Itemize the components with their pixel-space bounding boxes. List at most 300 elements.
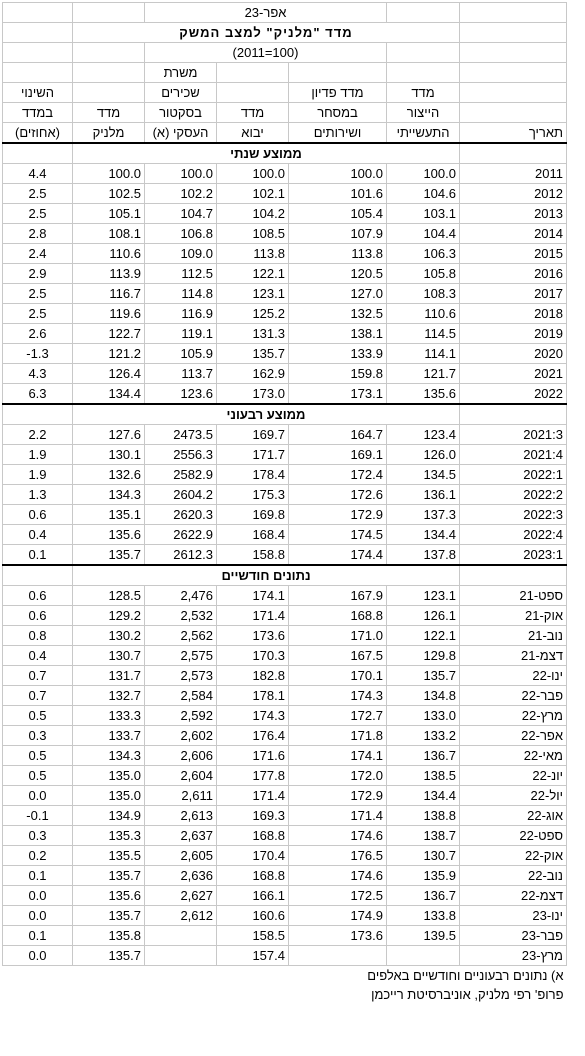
table-cell[interactable]: 108.3: [387, 284, 460, 304]
table-cell[interactable]: 133.9: [289, 344, 387, 364]
table-cell[interactable]: דצמ-21: [460, 646, 567, 666]
column-header[interactable]: יבוא: [217, 123, 289, 144]
table-cell[interactable]: 172.9: [289, 786, 387, 806]
table-cell[interactable]: 101.6: [289, 184, 387, 204]
table-cell[interactable]: 135.1: [73, 505, 145, 525]
cell[interactable]: [460, 565, 567, 586]
table-cell[interactable]: 135.7: [73, 866, 145, 886]
table-cell[interactable]: 136.1: [387, 485, 460, 505]
table-cell[interactable]: 174.1: [289, 746, 387, 766]
table-cell[interactable]: 0.7: [3, 666, 73, 686]
footnote[interactable]: פרופ' רפי מלניק, אוניברסיטת רייכמן: [371, 987, 564, 1002]
cell[interactable]: [73, 3, 145, 23]
table-cell[interactable]: 135.3: [73, 826, 145, 846]
table-cell[interactable]: 168.4: [217, 525, 289, 545]
table-cell[interactable]: 168.8: [217, 826, 289, 846]
table-cell[interactable]: 135.5: [73, 846, 145, 866]
table-cell[interactable]: 102.2: [145, 184, 217, 204]
table-cell[interactable]: 0.6: [3, 606, 73, 626]
table-cell[interactable]: 168.8: [217, 866, 289, 886]
table-cell[interactable]: 132.7: [73, 686, 145, 706]
table-cell[interactable]: 173.1: [289, 384, 387, 405]
table-cell[interactable]: 2,613: [145, 806, 217, 826]
table-cell[interactable]: 104.6: [387, 184, 460, 204]
column-header[interactable]: מדד פדיון: [289, 83, 387, 103]
table-cell[interactable]: 133.2: [387, 726, 460, 746]
table-cell[interactable]: 129.8: [387, 646, 460, 666]
table-cell[interactable]: 0.4: [3, 525, 73, 545]
column-header[interactable]: תאריך: [460, 123, 567, 144]
table-cell[interactable]: ינו-23: [460, 906, 567, 926]
table-cell[interactable]: 2022:4: [460, 525, 567, 545]
table-cell[interactable]: יול-22: [460, 786, 567, 806]
table-cell[interactable]: 2016: [460, 264, 567, 284]
column-header[interactable]: התעשייתי: [387, 123, 460, 144]
cell[interactable]: [3, 43, 73, 63]
table-cell[interactable]: 169.8: [217, 505, 289, 525]
table-cell[interactable]: 174.3: [217, 706, 289, 726]
table-cell[interactable]: 2022:2: [460, 485, 567, 505]
table-cell[interactable]: 130.7: [73, 646, 145, 666]
table-cell[interactable]: פבר-22: [460, 686, 567, 706]
cell[interactable]: [3, 143, 73, 164]
table-cell[interactable]: 182.8: [217, 666, 289, 686]
table-cell[interactable]: 110.6: [73, 244, 145, 264]
table-cell[interactable]: 171.4: [289, 806, 387, 826]
table-cell[interactable]: 121.7: [387, 364, 460, 384]
table-cell[interactable]: ינו-22: [460, 666, 567, 686]
table-cell[interactable]: 0.7: [3, 686, 73, 706]
table-cell[interactable]: 169.3: [217, 806, 289, 826]
table-cell[interactable]: 2556.3: [145, 445, 217, 465]
table-cell[interactable]: 172.0: [289, 766, 387, 786]
cell[interactable]: [460, 63, 567, 83]
table-cell[interactable]: נוב-22: [460, 866, 567, 886]
table-cell[interactable]: 0.3: [3, 726, 73, 746]
column-header[interactable]: מדד: [387, 83, 460, 103]
table-cell[interactable]: 123.1: [217, 284, 289, 304]
cell[interactable]: [3, 23, 73, 43]
table-cell[interactable]: 138.1: [289, 324, 387, 344]
section-title[interactable]: ממוצע רבעוני: [73, 404, 460, 425]
table-cell[interactable]: 174.6: [289, 866, 387, 886]
table-cell[interactable]: 171.8: [289, 726, 387, 746]
table-cell[interactable]: 0.5: [3, 746, 73, 766]
column-header[interactable]: במסחר: [289, 103, 387, 123]
table-cell[interactable]: אוק-22: [460, 846, 567, 866]
table-cell[interactable]: 113.8: [217, 244, 289, 264]
table-cell[interactable]: 167.9: [289, 586, 387, 606]
table-cell[interactable]: 171.4: [217, 606, 289, 626]
table-cell[interactable]: 2,604: [145, 766, 217, 786]
table-cell[interactable]: [289, 946, 387, 966]
page-title[interactable]: מדד "מלניק" למצב המשק: [73, 23, 460, 43]
cell[interactable]: [460, 103, 567, 123]
table-cell[interactable]: 166.1: [217, 886, 289, 906]
table-cell[interactable]: 129.2: [73, 606, 145, 626]
table-cell[interactable]: 158.8: [217, 545, 289, 566]
table-cell[interactable]: 113.9: [73, 264, 145, 284]
table-cell[interactable]: 123.6: [145, 384, 217, 405]
table-cell[interactable]: 173.6: [217, 626, 289, 646]
table-cell[interactable]: 119.6: [73, 304, 145, 324]
column-header[interactable]: (אחוזים): [3, 123, 73, 144]
table-cell[interactable]: 2015: [460, 244, 567, 264]
table-cell[interactable]: 123.1: [387, 586, 460, 606]
table-cell[interactable]: 135.7: [73, 906, 145, 926]
table-cell[interactable]: 114.8: [145, 284, 217, 304]
table-cell[interactable]: 100.0: [73, 164, 145, 184]
table-cell[interactable]: 2.4: [3, 244, 73, 264]
table-cell[interactable]: 173.0: [217, 384, 289, 405]
table-cell[interactable]: 2473.5: [145, 425, 217, 445]
table-cell[interactable]: 6.3: [3, 384, 73, 405]
cell[interactable]: [289, 63, 387, 83]
column-header[interactable]: השינוי: [3, 83, 73, 103]
cell[interactable]: [460, 43, 567, 63]
table-cell[interactable]: 134.4: [73, 384, 145, 405]
table-cell[interactable]: 2021:4: [460, 445, 567, 465]
table-cell[interactable]: 112.5: [145, 264, 217, 284]
table-cell[interactable]: 0.8: [3, 626, 73, 646]
table-cell[interactable]: 134.5: [387, 465, 460, 485]
table-cell[interactable]: 135.0: [73, 786, 145, 806]
table-cell[interactable]: מרץ-22: [460, 706, 567, 726]
table-cell[interactable]: 176.5: [289, 846, 387, 866]
table-cell[interactable]: 102.5: [73, 184, 145, 204]
table-cell[interactable]: 0.6: [3, 505, 73, 525]
table-cell[interactable]: 170.4: [217, 846, 289, 866]
table-cell[interactable]: 134.8: [387, 686, 460, 706]
table-cell[interactable]: 2,575: [145, 646, 217, 666]
table-cell[interactable]: 105.4: [289, 204, 387, 224]
table-cell[interactable]: 138.5: [387, 766, 460, 786]
table-cell[interactable]: 171.6: [217, 746, 289, 766]
table-cell[interactable]: 135.0: [73, 766, 145, 786]
column-header[interactable]: הייצור: [387, 103, 460, 123]
table-cell[interactable]: 2,592: [145, 706, 217, 726]
table-cell[interactable]: 2017: [460, 284, 567, 304]
table-cell[interactable]: 167.5: [289, 646, 387, 666]
table-cell[interactable]: 168.8: [289, 606, 387, 626]
table-cell[interactable]: 113.7: [145, 364, 217, 384]
table-cell[interactable]: 174.3: [289, 686, 387, 706]
table-cell[interactable]: 4.4: [3, 164, 73, 184]
table-cell[interactable]: 173.6: [289, 926, 387, 946]
table-cell[interactable]: 2622.9: [145, 525, 217, 545]
table-cell[interactable]: 0.0: [3, 946, 73, 966]
table-cell[interactable]: 134.4: [387, 525, 460, 545]
table-cell[interactable]: 127.0: [289, 284, 387, 304]
table-cell[interactable]: 102.1: [217, 184, 289, 204]
table-cell[interactable]: 171.7: [217, 445, 289, 465]
table-cell[interactable]: 170.3: [217, 646, 289, 666]
table-cell[interactable]: 2011: [460, 164, 567, 184]
table-cell[interactable]: 125.2: [217, 304, 289, 324]
table-cell[interactable]: 135.8: [73, 926, 145, 946]
table-cell[interactable]: 2,476: [145, 586, 217, 606]
table-cell[interactable]: נוב-21: [460, 626, 567, 646]
table-cell[interactable]: 135.7: [387, 666, 460, 686]
table-cell[interactable]: 1.9: [3, 445, 73, 465]
cell[interactable]: [3, 3, 73, 23]
table-cell[interactable]: 126.1: [387, 606, 460, 626]
table-cell[interactable]: 2,637: [145, 826, 217, 846]
table-cell[interactable]: 135.6: [73, 525, 145, 545]
cell[interactable]: [387, 43, 460, 63]
table-cell[interactable]: 2.6: [3, 324, 73, 344]
table-cell[interactable]: 174.5: [289, 525, 387, 545]
footnote[interactable]: א) נתונים רבעוניים וחודשיים באלפים: [367, 968, 564, 983]
table-cell[interactable]: 104.2: [217, 204, 289, 224]
table-cell[interactable]: 133.8: [387, 906, 460, 926]
column-header[interactable]: משרת: [145, 63, 217, 83]
table-cell[interactable]: 174.9: [289, 906, 387, 926]
table-cell[interactable]: 2022:3: [460, 505, 567, 525]
table-cell[interactable]: 130.1: [73, 445, 145, 465]
table-cell[interactable]: [387, 946, 460, 966]
table-cell[interactable]: 2.5: [3, 284, 73, 304]
section-title[interactable]: ממוצע שנתי: [73, 143, 460, 164]
table-cell[interactable]: פבר-23: [460, 926, 567, 946]
table-cell[interactable]: 116.7: [73, 284, 145, 304]
table-cell[interactable]: 157.4: [217, 946, 289, 966]
table-cell[interactable]: 1.3: [3, 485, 73, 505]
table-cell[interactable]: 171.0: [289, 626, 387, 646]
table-cell[interactable]: 123.4: [387, 425, 460, 445]
table-cell[interactable]: 104.7: [145, 204, 217, 224]
table-cell[interactable]: 2022: [460, 384, 567, 405]
table-cell[interactable]: 2014: [460, 224, 567, 244]
table-cell[interactable]: 130.2: [73, 626, 145, 646]
table-cell[interactable]: 2,627: [145, 886, 217, 906]
table-cell[interactable]: 100.0: [387, 164, 460, 184]
table-cell[interactable]: 1.9: [3, 465, 73, 485]
table-cell[interactable]: 131.7: [73, 666, 145, 686]
table-cell[interactable]: 100.0: [145, 164, 217, 184]
cell[interactable]: [460, 83, 567, 103]
table-cell[interactable]: 174.6: [289, 826, 387, 846]
table-cell[interactable]: 109.0: [145, 244, 217, 264]
table-cell[interactable]: 0.6: [3, 586, 73, 606]
table-cell[interactable]: 0.4: [3, 646, 73, 666]
table-cell[interactable]: אוג-22: [460, 806, 567, 826]
table-cell[interactable]: דצמ-22: [460, 886, 567, 906]
table-cell[interactable]: 2.2: [3, 425, 73, 445]
table-cell[interactable]: 134.4: [387, 786, 460, 806]
table-cell[interactable]: 169.1: [289, 445, 387, 465]
table-cell[interactable]: מרץ-23: [460, 946, 567, 966]
table-cell[interactable]: 0.0: [3, 886, 73, 906]
table-cell[interactable]: 2.8: [3, 224, 73, 244]
table-cell[interactable]: 160.6: [217, 906, 289, 926]
table-cell[interactable]: 139.5: [387, 926, 460, 946]
table-cell[interactable]: 122.1: [217, 264, 289, 284]
table-cell[interactable]: 103.1: [387, 204, 460, 224]
cell[interactable]: [73, 43, 145, 63]
table-cell[interactable]: 172.4: [289, 465, 387, 485]
table-cell[interactable]: 107.9: [289, 224, 387, 244]
cell[interactable]: [217, 83, 289, 103]
table-cell[interactable]: 122.7: [73, 324, 145, 344]
table-cell[interactable]: 128.5: [73, 586, 145, 606]
table-cell[interactable]: 105.8: [387, 264, 460, 284]
table-cell[interactable]: 176.4: [217, 726, 289, 746]
cell[interactable]: [460, 143, 567, 164]
cell[interactable]: [3, 63, 73, 83]
table-cell[interactable]: 2,584: [145, 686, 217, 706]
table-cell[interactable]: 172.7: [289, 706, 387, 726]
table-cell[interactable]: 2,605: [145, 846, 217, 866]
table-cell[interactable]: 2.5: [3, 304, 73, 324]
table-cell[interactable]: 2,612: [145, 906, 217, 926]
table-cell[interactable]: 135.7: [73, 545, 145, 566]
table-cell[interactable]: 127.6: [73, 425, 145, 445]
table-cell[interactable]: ספט-21: [460, 586, 567, 606]
cell[interactable]: [387, 63, 460, 83]
cell[interactable]: [460, 3, 567, 23]
table-cell[interactable]: ספט-22: [460, 826, 567, 846]
table-cell[interactable]: 133.3: [73, 706, 145, 726]
table-cell[interactable]: 133.7: [73, 726, 145, 746]
table-cell[interactable]: 2018: [460, 304, 567, 324]
table-cell[interactable]: 135.6: [387, 384, 460, 405]
table-cell[interactable]: 108.5: [217, 224, 289, 244]
table-cell[interactable]: 2022:1: [460, 465, 567, 485]
column-header[interactable]: שכירים: [145, 83, 217, 103]
table-cell[interactable]: 174.1: [217, 586, 289, 606]
column-header[interactable]: בסקטור: [145, 103, 217, 123]
table-cell[interactable]: 158.5: [217, 926, 289, 946]
cell[interactable]: [3, 565, 73, 586]
table-cell[interactable]: 162.9: [217, 364, 289, 384]
table-cell[interactable]: 0.0: [3, 786, 73, 806]
table-cell[interactable]: 105.1: [73, 204, 145, 224]
cell[interactable]: [460, 23, 567, 43]
table-cell[interactable]: 106.8: [145, 224, 217, 244]
table-cell[interactable]: 2.5: [3, 204, 73, 224]
table-cell[interactable]: 0.5: [3, 766, 73, 786]
table-cell[interactable]: 2023:1: [460, 545, 567, 566]
table-cell[interactable]: 135.7: [73, 946, 145, 966]
table-cell[interactable]: 130.7: [387, 846, 460, 866]
table-cell[interactable]: 116.9: [145, 304, 217, 324]
table-cell[interactable]: 4.3: [3, 364, 73, 384]
table-cell[interactable]: 2019: [460, 324, 567, 344]
table-cell[interactable]: 2,606: [145, 746, 217, 766]
table-cell[interactable]: 113.8: [289, 244, 387, 264]
table-cell[interactable]: 110.6: [387, 304, 460, 324]
table-cell[interactable]: 134.9: [73, 806, 145, 826]
section-title[interactable]: נתונים חודשיים: [73, 565, 460, 586]
table-cell[interactable]: [145, 926, 217, 946]
table-cell[interactable]: 122.1: [387, 626, 460, 646]
table-cell[interactable]: 126.4: [73, 364, 145, 384]
table-cell[interactable]: -1.3: [3, 344, 73, 364]
date-label[interactable]: אפר-23: [145, 3, 387, 23]
table-cell[interactable]: 132.5: [289, 304, 387, 324]
table-cell[interactable]: 2,532: [145, 606, 217, 626]
table-cell[interactable]: 114.5: [387, 324, 460, 344]
table-cell[interactable]: 2604.2: [145, 485, 217, 505]
table-cell[interactable]: 2582.9: [145, 465, 217, 485]
cell[interactable]: [73, 63, 145, 83]
table-cell[interactable]: 169.7: [217, 425, 289, 445]
column-header[interactable]: מדד: [73, 103, 145, 123]
table-cell[interactable]: 178.4: [217, 465, 289, 485]
table-cell[interactable]: 121.2: [73, 344, 145, 364]
cell[interactable]: [460, 404, 567, 425]
table-cell[interactable]: 2,602: [145, 726, 217, 746]
table-cell[interactable]: 2612.3: [145, 545, 217, 566]
column-header[interactable]: העסקי (א): [145, 123, 217, 144]
table-cell[interactable]: 131.3: [217, 324, 289, 344]
base-note[interactable]: (2011=100): [145, 43, 387, 63]
table-cell[interactable]: 132.6: [73, 465, 145, 485]
table-cell[interactable]: 2021:3: [460, 425, 567, 445]
table-cell[interactable]: 126.0: [387, 445, 460, 465]
table-cell[interactable]: 2,573: [145, 666, 217, 686]
table-cell[interactable]: 114.1: [387, 344, 460, 364]
column-header[interactable]: מדד: [217, 103, 289, 123]
table-cell[interactable]: 136.7: [387, 886, 460, 906]
table-cell[interactable]: 100.0: [289, 164, 387, 184]
table-cell[interactable]: 171.4: [217, 786, 289, 806]
table-cell[interactable]: 135.9: [387, 866, 460, 886]
column-header[interactable]: ושירותים: [289, 123, 387, 144]
table-cell[interactable]: אוק-21: [460, 606, 567, 626]
table-cell[interactable]: 0.5: [3, 706, 73, 726]
table-cell[interactable]: 178.1: [217, 686, 289, 706]
table-cell[interactable]: 2620.3: [145, 505, 217, 525]
table-cell[interactable]: יונ-22: [460, 766, 567, 786]
table-cell[interactable]: אפר-22: [460, 726, 567, 746]
table-cell[interactable]: 0.1: [3, 866, 73, 886]
cell[interactable]: [73, 83, 145, 103]
table-cell[interactable]: 159.8: [289, 364, 387, 384]
table-cell[interactable]: 120.5: [289, 264, 387, 284]
table-cell[interactable]: 0.1: [3, 545, 73, 566]
table-cell[interactable]: 136.7: [387, 746, 460, 766]
table-cell[interactable]: 0.3: [3, 826, 73, 846]
table-cell[interactable]: 177.8: [217, 766, 289, 786]
table-cell[interactable]: 138.8: [387, 806, 460, 826]
table-cell[interactable]: 2.9: [3, 264, 73, 284]
table-cell[interactable]: 106.3: [387, 244, 460, 264]
table-cell[interactable]: 134.3: [73, 746, 145, 766]
table-cell[interactable]: 172.9: [289, 505, 387, 525]
table-cell[interactable]: 2.5: [3, 184, 73, 204]
table-cell[interactable]: 174.4: [289, 545, 387, 566]
cell[interactable]: [3, 404, 73, 425]
table-cell[interactable]: 175.3: [217, 485, 289, 505]
table-cell[interactable]: 0.0: [3, 906, 73, 926]
table-cell[interactable]: 2013: [460, 204, 567, 224]
cell[interactable]: [387, 3, 460, 23]
table-cell[interactable]: 134.3: [73, 485, 145, 505]
table-cell[interactable]: 2,636: [145, 866, 217, 886]
table-cell[interactable]: מאי-22: [460, 746, 567, 766]
column-header[interactable]: מלניק: [73, 123, 145, 144]
table-cell[interactable]: 135.7: [217, 344, 289, 364]
table-cell[interactable]: [145, 946, 217, 966]
cell[interactable]: [217, 63, 289, 83]
table-cell[interactable]: 172.6: [289, 485, 387, 505]
table-cell[interactable]: 119.1: [145, 324, 217, 344]
table-cell[interactable]: 2012: [460, 184, 567, 204]
table-cell[interactable]: 135.6: [73, 886, 145, 906]
table-cell[interactable]: 137.8: [387, 545, 460, 566]
